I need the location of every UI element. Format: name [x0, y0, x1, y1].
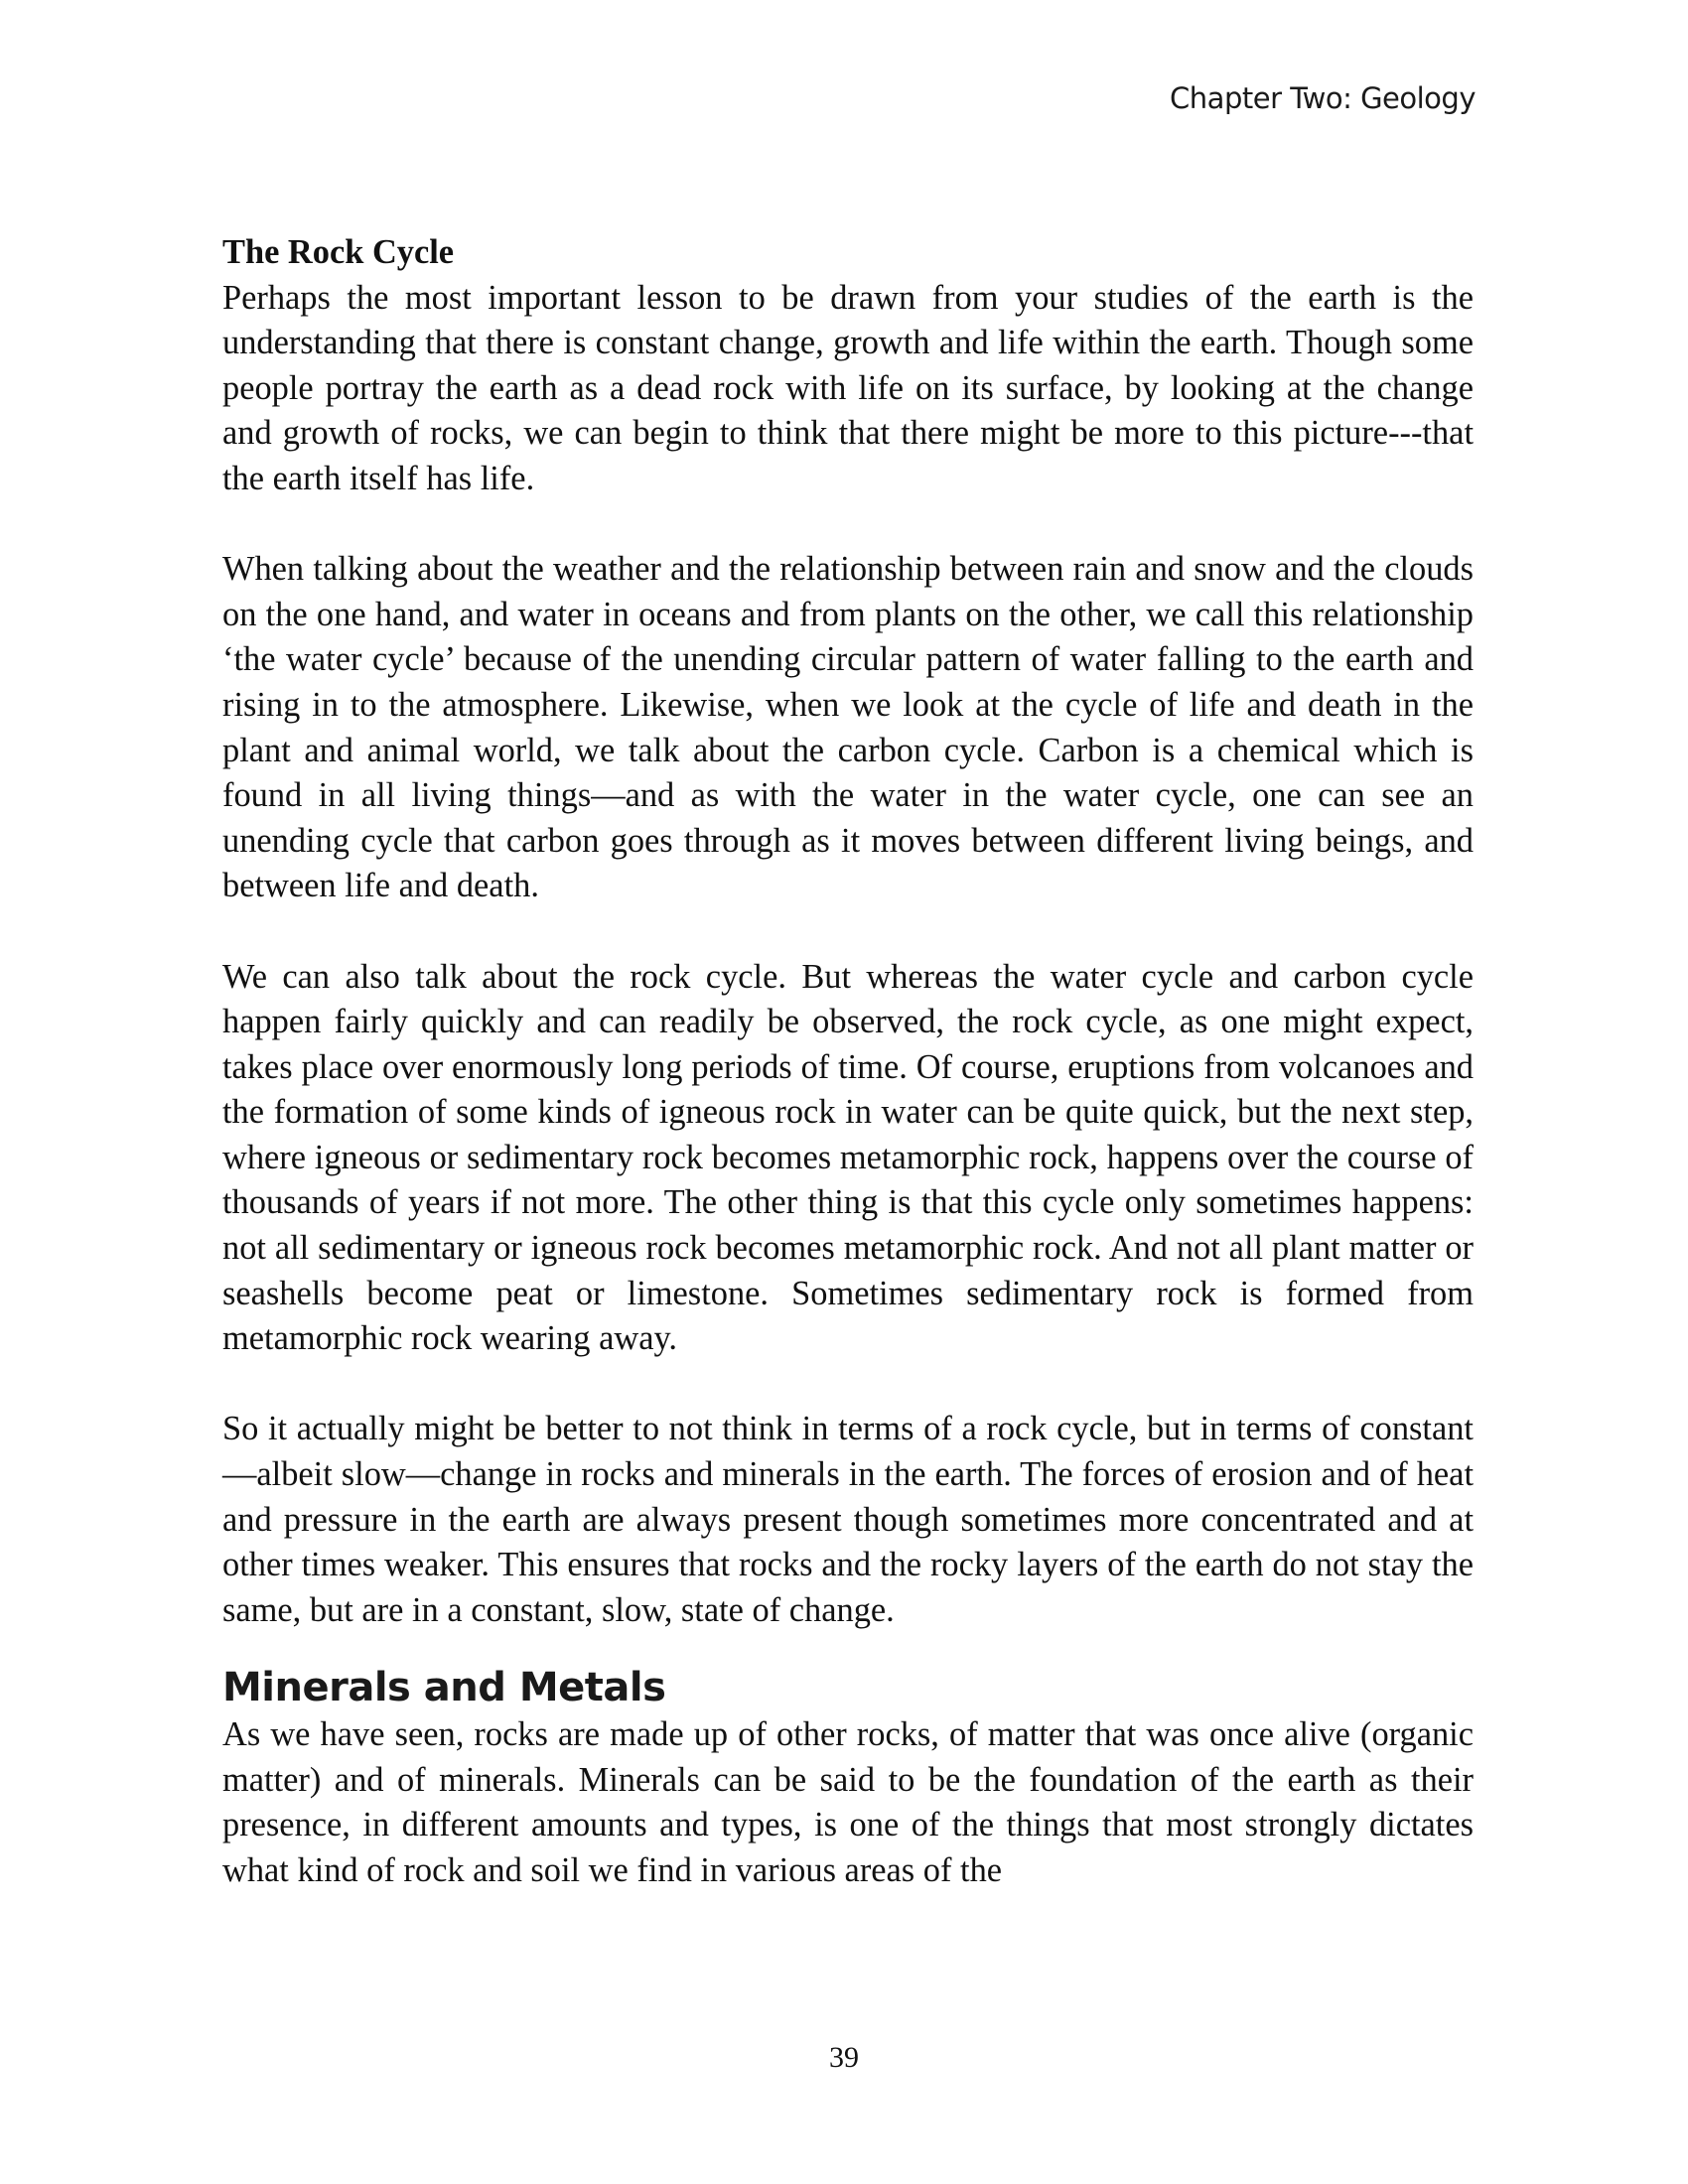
minerals-heading: Minerals and Metals [222, 1665, 666, 1710]
page-number: 39 [829, 2041, 859, 2074]
running-header: Chapter Two: Geology [1170, 81, 1476, 115]
rock-cycle-paragraph-2: When talking about the weather and the relationship between rain and snow and the clouds on the one hand, and water in oceans and from plants on the other, we call this relationship ‘the water cycle’ because of the unending circular pattern of water falling to the earth and rising in to the atmosphere. Likewise, when we look at the cycle of life and death in the plant and animal world, we talk about the carbon cycle. Carbon is a chemical which is found in all living things—and as with the water in the water cycle, one can see an unending cycle that carbon goes through as it moves between different living beings, and between life and death. [222, 550, 1474, 905]
rock-cycle-paragraph-1-text: Perhaps the most important lesson to be drawn from your studies of the earth is the understanding that there is constant change, growth and life within the earth. Though some people portray the earth as a dead rock with life on its surface, by looking at the change and growth of rocks, we can begin to think that there might be more to this picture---that the earth itself has life. [222, 278, 1474, 497]
rock-cycle-heading: The Rock Cycle [222, 233, 455, 271]
rock-cycle-paragraph-4: So it actually might be better to not think in terms of a rock cycle, but in terms of constant—albeit slow—change in rocks and minerals in the earth. The forces of erosion and of heat and pressure in the earth are always present though sometimes more concentrated and at other times weaker. This ensures that rocks and the rocky layers of the earth do not stay the same, but are in a constant, slow, state of change. [222, 1410, 1474, 1629]
rock-cycle-paragraph-1 [222, 230, 1474, 502]
minerals-paragraph-1: As we have seen, rocks are made up of other rocks, of matter that was once alive (organic matter) and of minerals. Minerals can be said to be the foundation of the earth as their presence, in different amounts and types, is one of the things that most strongly dictates what kind of rock and soil we find in various areas of the [222, 1715, 1474, 1889]
rock-cycle-paragraph-3: We can also talk about the rock cycle. But whereas the water cycle and carbon cycle happen fairly quickly and can readily be observed, the rock cycle, as one might expect, takes place over enormously long periods of time. Of course, eruptions from volcanoes and the formation of some kinds of igneous rock in water can be quite quick, but the next step, where igneous or sedimentary rock becomes metamorphic rock, happens over the course of thousands of years if not more. The other thing is that this cycle only sometimes happens: not all sedimentary or igneous rock becomes metamorphic rock. And not all plant matter or seashells become peat or limestone. Sometimes sedimentary rock is formed from metamorphic rock wearing away. [222, 957, 1474, 1358]
page-body [222, 230, 1474, 1893]
